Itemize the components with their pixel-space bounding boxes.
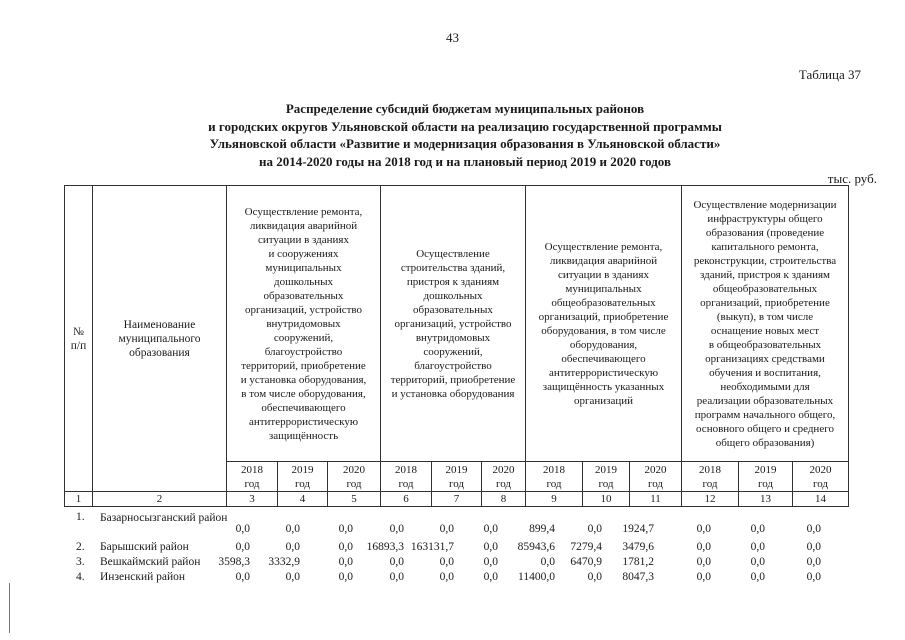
cell-value: 3479,6	[622, 541, 654, 553]
document-title: Распределение субсидий бюджетам муниципальных районов и городских округов Ульяновской области на реализацию государственной программы Ульяновской области «Развитие и модернизация образования в Ульяновской области» на 2014-2020 годы на 2018 год и на плановый период 2019 и 2020 годов	[208, 101, 722, 169]
cell-value: 0,0	[389, 523, 404, 535]
column-number: 6	[381, 492, 432, 507]
row-name: Инзенский район	[100, 571, 186, 583]
cell-value: 7279,4	[570, 541, 602, 553]
page-number: 43	[446, 30, 459, 45]
cell-value: 0,0	[806, 571, 821, 583]
column-number: 2	[93, 492, 227, 507]
row-name: Базарносызганский район	[100, 512, 228, 524]
cell-value: 0,0	[806, 523, 821, 535]
column-number: 7	[432, 492, 482, 507]
cell-value: 0,0	[285, 523, 300, 535]
column-number: 3	[227, 492, 278, 507]
header-group-3: Осуществление ремонта, ликвидация аварийной ситуации в зданиях муниципальных общеобразовательных организаций, приобретение оборудования, в том числе оборудования, обеспечивающего антитеррористическую защищённость указанных организаций	[526, 186, 682, 462]
row-name: Вешкаймский район	[100, 556, 201, 568]
cell-value: 0,0	[483, 541, 498, 553]
year-header: 2018 год	[682, 462, 739, 492]
cell-value: 0,0	[439, 523, 454, 535]
row-number: 3.	[76, 556, 85, 568]
cell-value: 0,0	[750, 541, 765, 553]
header-group-4: Осуществление модернизации инфраструктуры общего образования (проведение капитального ремонта, реконструкции, строительства зданий, пристроя к зданиям общеобразовательных организаций, приобретение (выкуп), в том числе оснащение новых мест в общеобразовательных организациях средствами обучения и воспитания, необходимыми для реализации образовательных программ начального общего, основного общего и среднего общего образования)	[682, 186, 849, 462]
year-header: 2020 год	[630, 462, 682, 492]
header-number: № п/п	[65, 186, 93, 492]
header-group-1: Осуществление ремонта, ликвидация аварийной ситуации в зданиях и сооружениях муниципальных дошкольных образовательных организаций, устройство внутридомовых сооружений, благоустройство территорий, приобретение и установка оборудования, в том числе оборудования, обеспечивающего антитеррористическую защищённость	[227, 186, 381, 462]
cell-value: 3332,9	[268, 556, 300, 568]
year-header: 2020 год	[793, 462, 849, 492]
column-number: 10	[583, 492, 630, 507]
cell-value: 0,0	[389, 556, 404, 568]
units-label: тыс. руб.	[827, 171, 877, 186]
year-header: 2018 год	[526, 462, 583, 492]
column-number: 1	[65, 492, 93, 507]
row-number: 1.	[76, 511, 85, 523]
cell-value: 0,0	[483, 571, 498, 583]
cell-value: 16893,3	[366, 541, 404, 553]
table-label: Таблица 37	[798, 67, 861, 82]
cell-value: 0,0	[696, 523, 711, 535]
cell-value: 0,0	[439, 556, 454, 568]
cell-value: 163131,7	[410, 541, 454, 553]
cell-value: 11400,0	[518, 571, 555, 583]
column-number: 11	[630, 492, 682, 507]
column-number: 12	[682, 492, 739, 507]
cell-value: 0,0	[285, 571, 300, 583]
cell-value: 6470,9	[570, 556, 602, 568]
cell-value: 0,0	[285, 541, 300, 553]
row-name: Барышский район	[100, 541, 189, 553]
cell-value: 0,0	[587, 571, 602, 583]
cell-value: 0,0	[439, 571, 454, 583]
cell-value: 1781,2	[622, 556, 654, 568]
year-header: 2018 год	[227, 462, 278, 492]
column-number: 9	[526, 492, 583, 507]
cell-value: 0,0	[696, 571, 711, 583]
column-number: 5	[328, 492, 381, 507]
cell-value: 0,0	[338, 523, 353, 535]
cell-value: 0,0	[696, 556, 711, 568]
cell-value: 0,0	[338, 556, 353, 568]
cell-value: 0,0	[483, 556, 498, 568]
cell-value: 0,0	[389, 571, 404, 583]
year-header: 2019 год	[583, 462, 630, 492]
cell-value: 0,0	[235, 571, 250, 583]
cell-value: 0,0	[750, 571, 765, 583]
cell-value: 0,0	[235, 541, 250, 553]
row-number: 2.	[76, 541, 85, 553]
cell-value: 0,0	[806, 556, 821, 568]
column-number: 13	[739, 492, 793, 507]
year-header: 2018 год	[381, 462, 432, 492]
cell-value: 0,0	[587, 523, 602, 535]
header-group-2: Осуществление строительства зданий, пристроя к зданиям дошкольных образовательных организаций, устройство внутридомовых сооружений, благоустройство территорий, приобретение и установка оборудования	[381, 186, 526, 462]
cell-value: 85943,6	[517, 541, 555, 553]
subsidy-table	[64, 185, 849, 507]
cell-value: 0,0	[750, 523, 765, 535]
cell-value: 3598,3	[218, 556, 250, 568]
cell-value: 899,4	[529, 523, 555, 535]
cell-value: 0,0	[338, 571, 353, 583]
column-number: 14	[793, 492, 849, 507]
year-header: 2019 год	[278, 462, 328, 492]
cell-value: 0,0	[806, 541, 821, 553]
cell-value: 0,0	[235, 523, 250, 535]
cell-value: 0,0	[696, 541, 711, 553]
scan-margin-line	[9, 583, 10, 633]
cell-value: 0,0	[483, 523, 498, 535]
cell-value: 8047,3	[622, 571, 654, 583]
column-number: 4	[278, 492, 328, 507]
cell-value: 0,0	[750, 556, 765, 568]
year-header: 2019 год	[739, 462, 793, 492]
year-header: 2019 год	[432, 462, 482, 492]
row-number: 4.	[76, 571, 85, 583]
column-number: 8	[482, 492, 526, 507]
cell-value: 0,0	[338, 541, 353, 553]
year-header: 2020 год	[328, 462, 381, 492]
cell-value: 0,0	[540, 556, 555, 568]
year-header: 2020 год	[482, 462, 526, 492]
cell-value: 1924,7	[622, 523, 654, 535]
header-name: Наименование муниципального образования	[93, 186, 227, 492]
